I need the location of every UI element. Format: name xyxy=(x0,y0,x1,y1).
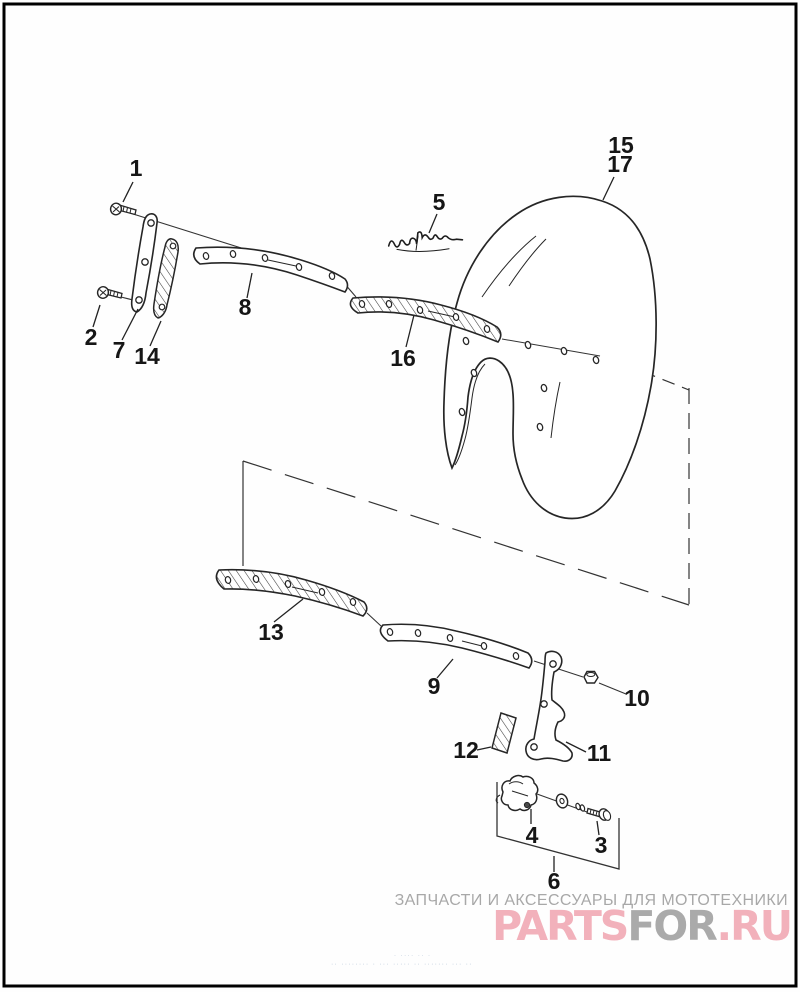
trim-strip-8 xyxy=(194,247,348,292)
watermark-parts: PARTS xyxy=(492,902,628,950)
callout-17: 17 xyxy=(607,151,633,177)
alignment-line xyxy=(367,613,381,626)
callout-2: 2 xyxy=(84,324,98,350)
watermark-brand-partsfor-ru xyxy=(492,902,791,950)
callout-7: 7 xyxy=(112,337,126,363)
windshield xyxy=(444,196,656,518)
callout-16: 16 xyxy=(390,345,416,371)
pad-12 xyxy=(492,713,516,753)
callout-13: 13 xyxy=(258,619,284,645)
page-border xyxy=(4,4,796,986)
spacer xyxy=(575,803,585,812)
callout-3: 3 xyxy=(594,832,608,858)
bracket-11 xyxy=(526,651,572,761)
callout-4: 4 xyxy=(525,822,539,848)
callout-8: 8 xyxy=(238,294,252,320)
callout-15: 15 xyxy=(608,132,634,158)
screw-2 xyxy=(96,286,122,300)
alignment-line xyxy=(599,683,626,694)
footer-microtext-line1: · ···· ·· · xyxy=(394,953,432,959)
callout-12: 12 xyxy=(453,737,479,763)
callout-5: 5 xyxy=(432,189,446,215)
callout-11: 11 xyxy=(586,740,612,766)
callout-14: 14 xyxy=(134,343,160,369)
screw-1 xyxy=(109,202,136,216)
trim-strip-13 xyxy=(216,570,366,616)
washer xyxy=(555,793,570,810)
screw-3 xyxy=(587,807,612,821)
callout-6: 6 xyxy=(547,868,561,894)
callout-10: 10 xyxy=(624,685,650,711)
watermark-dot-ru: .RU xyxy=(716,902,791,950)
watermark-for: FOR xyxy=(627,902,717,950)
watermark-tagline: ЗАПЧАСТИ И АКСЕССУАРЫ ДЛЯ МОТОТЕХНИКИ xyxy=(394,892,788,909)
trim-strip-14 xyxy=(154,239,179,318)
harley-davidson-script-logo xyxy=(388,229,463,254)
nut-10 xyxy=(584,672,598,684)
footer-microtext-line2: ·· ········ · ··· ····· ·· ······· ··· ·· xyxy=(331,961,473,968)
trim-strip-9 xyxy=(380,624,531,668)
clamp-4 xyxy=(496,776,537,811)
callout-1: 1 xyxy=(129,155,143,181)
bracket-7 xyxy=(132,214,158,312)
callout-9: 9 xyxy=(427,673,441,699)
